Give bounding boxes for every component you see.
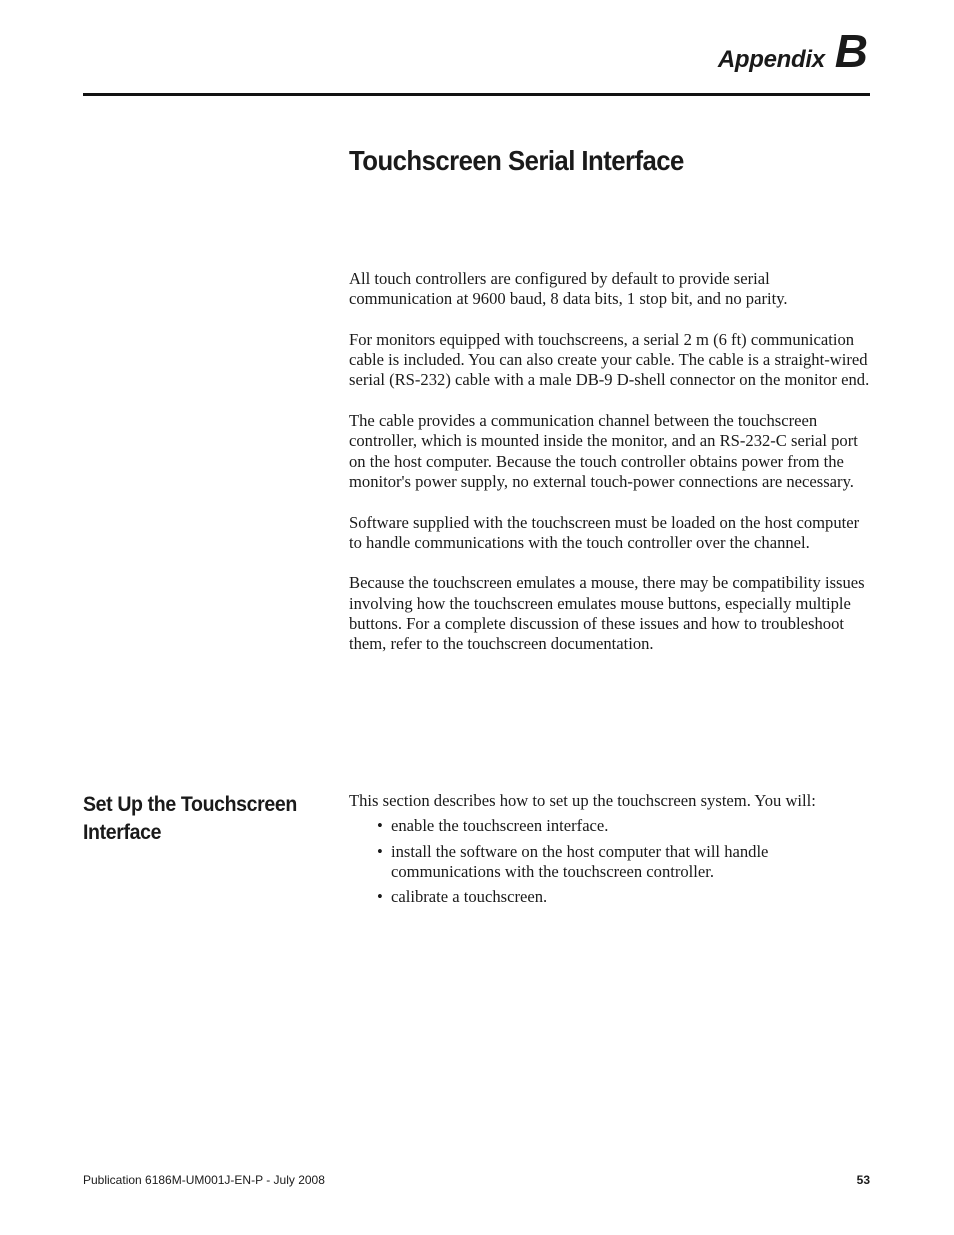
intro-section [349,269,874,675]
bullet-icon: • [377,887,383,907]
intro-paragraph: The cable provides a communication channel between the touchscreen controller, which is mounted inside the monitor, and an RS-232-C serial port on the host computer. Because the touch controller obtains power from the monitor's power supply, no external touch-power connections are necessary. [349,411,858,491]
list-item-text: calibrate a touchscreen. [391,887,548,907]
section-heading: Set Up the Touchscreen Interface [83,793,297,844]
list-item [349,842,874,883]
bullet-icon: • [377,841,383,861]
appendix-header [717,25,868,77]
header-rule [83,93,870,96]
list-item-text: install the software on the host computer that will handle communications with the touchscreen controller. [391,841,769,881]
intro-paragraph: Software supplied with the touchscreen must be loaded on the host computer to handle communications with the touch controller over the channel. [349,512,860,552]
list-item [349,887,874,907]
page-footer [83,1173,870,1187]
publication-info: Publication 6186M-UM001J-EN-P - July 2008 [83,1173,325,1187]
section-body [349,791,874,912]
list-item-text: enable the touchscreen interface. [391,816,609,836]
chapter-title: Touchscreen Serial Interface [349,145,684,176]
intro-paragraph: All touch controllers are configured by default to provide serial communication at 9600 baud, 8 data bits, 1 stop bit, and no parity. [349,269,788,309]
appendix-label: Appendix [717,46,825,73]
list-item [349,816,874,836]
page-number: 53 [856,1173,870,1187]
appendix-letter: B [834,25,868,77]
bullet-icon: • [377,816,383,836]
intro-paragraph: Because the touchscreen emulates a mouse, there may be compatibility issues involving how the touchscreen emulates mouse buttons, especially multiple buttons. For a complete discussion of these issues and how to troubleshoot them, refer to the touchscreen documentation. [349,573,865,654]
bullet-list [349,816,874,907]
intro-paragraph: For monitors equipped with touchscreens, a serial 2 m (6 ft) communication cable is included. You can also create your cable. The cable is a straight-wired serial (RS-232) cable with a male DB-9 D-shell connector on the monitor end. [349,329,870,390]
section-intro: This section describes how to set up the touchscreen system. You will: [349,791,816,810]
